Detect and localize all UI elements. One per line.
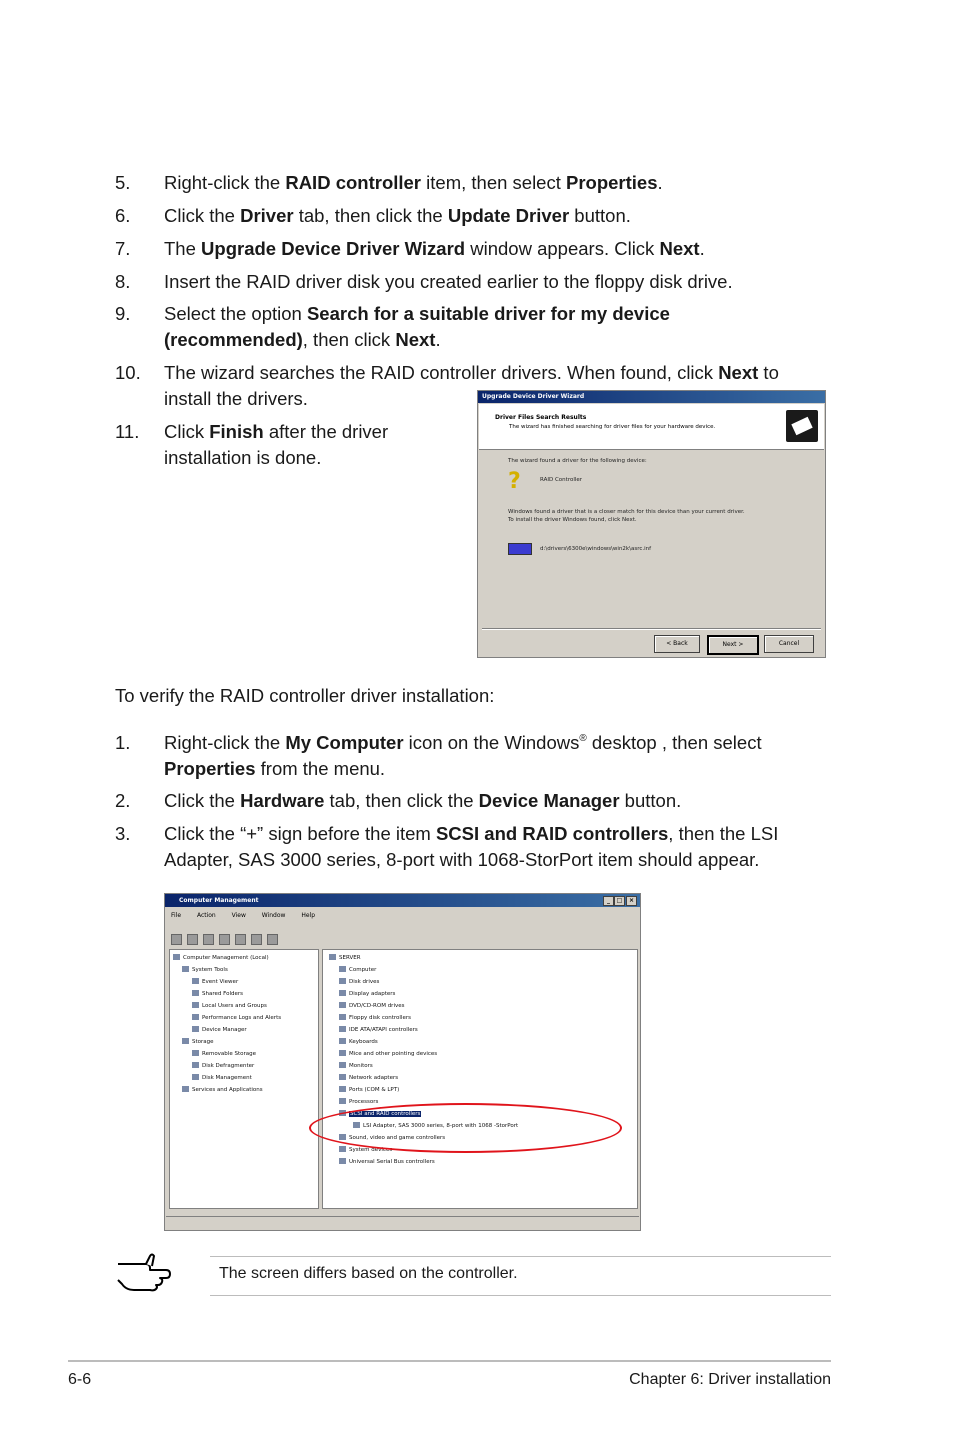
tree-node[interactable]: Storage [182,1038,214,1045]
step-text: Insert the RAID driver disk you created earlier to the floppy disk drive. [164,271,733,292]
step-number: 5. [115,172,131,193]
device-node[interactable]: IDE ATA/ATAPI controllers [339,1026,418,1033]
tree-node[interactable]: Device Manager [192,1026,247,1033]
wizard-header [479,404,824,450]
step-number: 6. [115,205,131,226]
device-node[interactable]: Disk drives [339,978,379,985]
tree-node[interactable]: System Tools [182,966,228,973]
wizard-hardware-icon [786,410,818,442]
step-text: The Upgrade Device Driver Wizard window appears. Click Next. [164,238,705,259]
device-node[interactable]: Network adapters [339,1074,398,1081]
tree-node[interactable]: Computer Management (Local) [173,954,269,961]
cm-left-tree [169,949,319,1209]
device-node[interactable]: Keyboards [339,1038,378,1045]
step-text: Click the Driver tab, then click the Update Driver button. [164,205,631,226]
step-number: 8. [115,271,131,292]
cm-menu-bar[interactable]: File Action View Window Help [171,912,316,919]
step-text: Right-click the RAID controller item, then select Properties. [164,172,663,193]
device-node[interactable]: Computer [339,966,376,973]
step-number: 10. [115,362,141,383]
wizard-driver-path: d:\drivers\6300e\windows\win2k\asrc.inf [540,546,652,552]
tree-node[interactable]: Shared Folders [192,990,243,997]
step-text: Click Finish after the driver installation is done. [164,421,389,468]
device-node[interactable]: Universal Serial Bus controllers [339,1158,435,1165]
cancel-button[interactable]: Cancel [764,635,814,653]
driver-wizard-screenshot [477,390,826,658]
step-text: Select the option Search for a suitable driver for my device (recommended), then click Next. [164,303,670,350]
device-node[interactable]: Monitors [339,1062,373,1069]
minimize-icon[interactable]: _ [603,896,614,906]
back-button[interactable]: < Back [654,635,700,653]
verify-intro: To verify the RAID controller driver installation: [115,685,495,706]
refresh-icon[interactable] [251,934,262,945]
up-icon[interactable] [203,934,214,945]
close-icon[interactable]: × [626,896,637,906]
note-top-rule [210,1256,831,1257]
computer-management-screenshot [164,893,641,1231]
device-node[interactable]: System devices [339,1146,392,1153]
note-hand-icon [116,1252,172,1292]
device-node[interactable]: Display adapters [339,990,395,997]
device-node[interactable]: Mice and other pointing devices [339,1050,437,1057]
tree-node[interactable]: Performance Logs and Alerts [192,1014,281,1021]
next-button[interactable]: Next > [707,635,759,655]
wizard-subheading: The wizard has finished searching for driver files for your hardware device. [509,424,716,430]
tree-node[interactable]: Disk Management [192,1074,252,1081]
wizard-divider [482,628,821,630]
step-number: 1. [115,732,131,753]
wizard-heading: Driver Files Search Results [495,414,587,421]
tree-node[interactable]: Disk Defragmenter [192,1062,254,1069]
step-text: Click the “+” sign before the item SCSI and RAID controllers, then the LSI Adapter, SAS 3000 series, 8-port with 1068-StorPort item should appear. [164,823,779,870]
note-bottom-rule [210,1295,831,1296]
cm-title: Computer Management _ □ × [165,894,640,907]
device-node-scsi-raid[interactable]: SCSI and RAID controllers [339,1110,421,1117]
device-node-lsi-adapter[interactable]: LSI Adapter, SAS 3000 series, 8-port with 1068 -StorPort [353,1122,518,1129]
step-number: 11. [115,421,140,442]
properties-icon[interactable] [219,934,230,945]
step-number: 2. [115,790,131,811]
print-icon[interactable] [235,934,246,945]
highlight-oval [309,1103,622,1153]
help-icon[interactable] [267,934,278,945]
note-text: The screen differs based on the controller. [219,1265,518,1282]
step-text: The wizard searches the RAID controller drivers. When found, click Next to install the drivers. [164,362,779,409]
device-node[interactable]: Processors [339,1098,378,1105]
forward-icon[interactable] [187,934,198,945]
page-number: 6-6 [68,1371,92,1388]
wizard-info-line1: Windows found a driver that is a closer match for this device than your current driver. [508,509,745,515]
tree-node[interactable]: Local Users and Groups [192,1002,267,1009]
device-node[interactable]: DVD/CD-ROM drives [339,1002,404,1009]
tree-node[interactable]: Event Viewer [192,978,238,985]
back-icon[interactable] [171,934,182,945]
device-node[interactable]: Ports (COM & LPT) [339,1086,399,1093]
chapter-title: Chapter 6: Driver installation [629,1371,831,1388]
cm-status-bar [166,1216,639,1229]
step-number: 3. [115,823,131,844]
device-node[interactable]: Floppy disk controllers [339,1014,411,1021]
tree-node[interactable]: Removable Storage [192,1050,256,1057]
wizard-device-name: RAID Controller [540,477,583,483]
step-number: 7. [115,238,131,259]
cm-toolbar [171,930,634,944]
question-mark-icon: ? [508,469,521,494]
step-text: Click the Hardware tab, then click the Device Manager button. [164,790,682,811]
device-node[interactable]: Sound, video and game controllers [339,1134,445,1141]
device-node[interactable]: SERVER [329,954,361,961]
wizard-title: Upgrade Device Driver Wizard [478,391,825,403]
footer-rule [68,1360,831,1362]
step-text: Right-click the My Computer icon on the Windows® desktop , then select Properties from the menu. [164,732,762,779]
cm-device-tree [322,949,638,1209]
step-number: 9. [115,303,131,324]
wizard-found-text: The wizard found a driver for the following device: [508,458,647,464]
driver-file-icon [508,543,532,555]
tree-node[interactable]: Services and Applications [182,1086,263,1093]
maximize-icon[interactable]: □ [614,896,625,906]
wizard-info-line2: To install the driver Windows found, click Next. [508,517,637,523]
